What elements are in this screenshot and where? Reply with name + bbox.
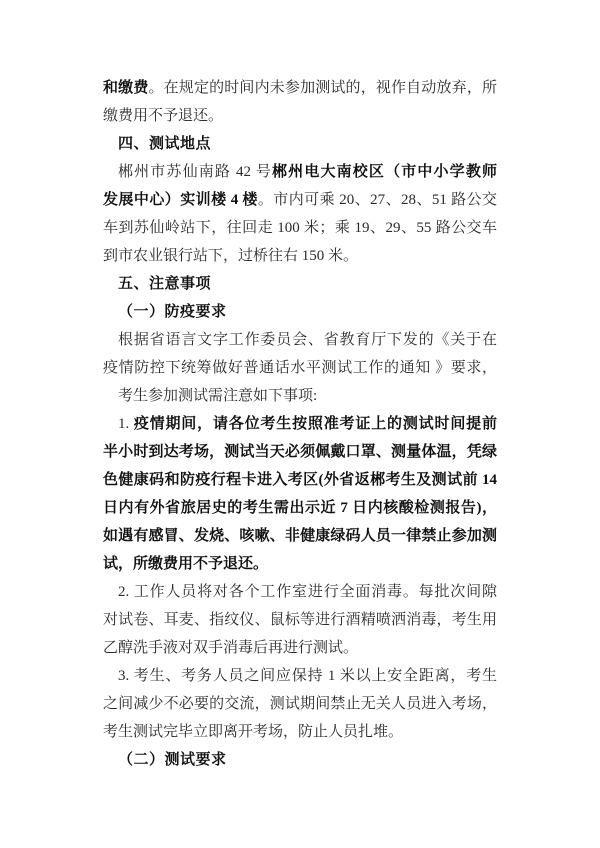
- subsection-epidemic-requirements: [103, 298, 497, 746]
- section-notes: [103, 270, 497, 774]
- continuation-paragraph: [103, 74, 497, 130]
- text-line: 色健康码和防疫行程卡进入考区(外省返郴考生及测试前 14: [103, 472, 497, 488]
- subsection-test-requirements: [103, 746, 497, 774]
- text-line: 试，所缴费用不予退还。: [103, 556, 269, 572]
- text-line: [103, 186, 497, 214]
- document-page: [103, 74, 497, 774]
- text-line: 2. 工作人员将对各个工作室进行全面消毒。每批次间隙: [118, 584, 497, 600]
- text-line: 半小时到达考场，测试当天必须佩戴口罩、测量体温，凭绿: [103, 444, 497, 460]
- list-item: [103, 578, 497, 662]
- subsection-heading: （一）防疫要求: [118, 304, 227, 320]
- list-item: [103, 662, 497, 746]
- text-line: 疫情防控下统筹做好普通话水平测试工作的通知 》要求，: [103, 360, 497, 376]
- text-line: 日内有外省旅居史的考生需出示近 7 日内核酸检测报告)，: [103, 500, 497, 516]
- text-segment-bold: 疫情期间，请各位考生按照准考证上的测试时间提前: [133, 416, 497, 432]
- text-line: [103, 74, 497, 102]
- text-line: 乙醇洗手液对双手消毒后再进行测试。: [103, 640, 359, 656]
- text-line: 到市农业银行站下，过桥往右 150 米。: [103, 248, 359, 264]
- text-line: 车到苏仙岭站下，往回走 100 米；乘 19、29、55 路公交车: [103, 220, 497, 236]
- text-line: 3. 考生、考务人员之间应保持 1 米以上安全距离，考生: [118, 668, 497, 684]
- text-line: 根据省语言文字工作委员会、省教育厅下发的《关于在: [118, 332, 497, 348]
- text-segment-bold: 发展中心）实训楼 4 楼: [103, 192, 258, 208]
- text-line: [103, 158, 497, 186]
- intro-paragraph: [103, 326, 497, 410]
- text-line: 考生测试完毕立即离开考场，防止人员扎堆。: [103, 724, 404, 740]
- text-line: [103, 410, 497, 438]
- section-test-location: [103, 130, 497, 270]
- subsection-heading: （二）测试要求: [118, 752, 227, 768]
- item-number: 1.: [118, 416, 134, 432]
- text-segment-bold: 郴州电大南校区（市中小学教师: [272, 164, 497, 180]
- text-line: 考生参加测试需注意如下事项:: [118, 388, 318, 404]
- text-segment: 。市内可乘 20、27、28、51 路公交: [257, 192, 497, 208]
- text-segment: 郴州市苏仙南路 42 号: [118, 164, 273, 180]
- text-line: 缴费用不予退还。: [103, 108, 224, 124]
- section-heading: 五、注意事项: [118, 276, 212, 292]
- text-segment: 。在规定的时间内未参加测试的，视作自动放弃，所: [148, 80, 497, 96]
- text-line: 之间减少不必要的交流，测试期间禁止无关人员进入考场，: [103, 696, 497, 712]
- text-line: 如遇有感冒、发烧、咳嗽、非健康绿码人员一律禁止参加测: [103, 528, 497, 544]
- section-heading: 四、测试地点: [118, 136, 212, 152]
- text-segment-bold: 和缴费: [103, 80, 149, 96]
- list-item: [103, 410, 497, 578]
- text-line: 对试卷、耳麦、指纹仪、鼠标等进行酒精喷洒消毒，考生用: [103, 612, 497, 628]
